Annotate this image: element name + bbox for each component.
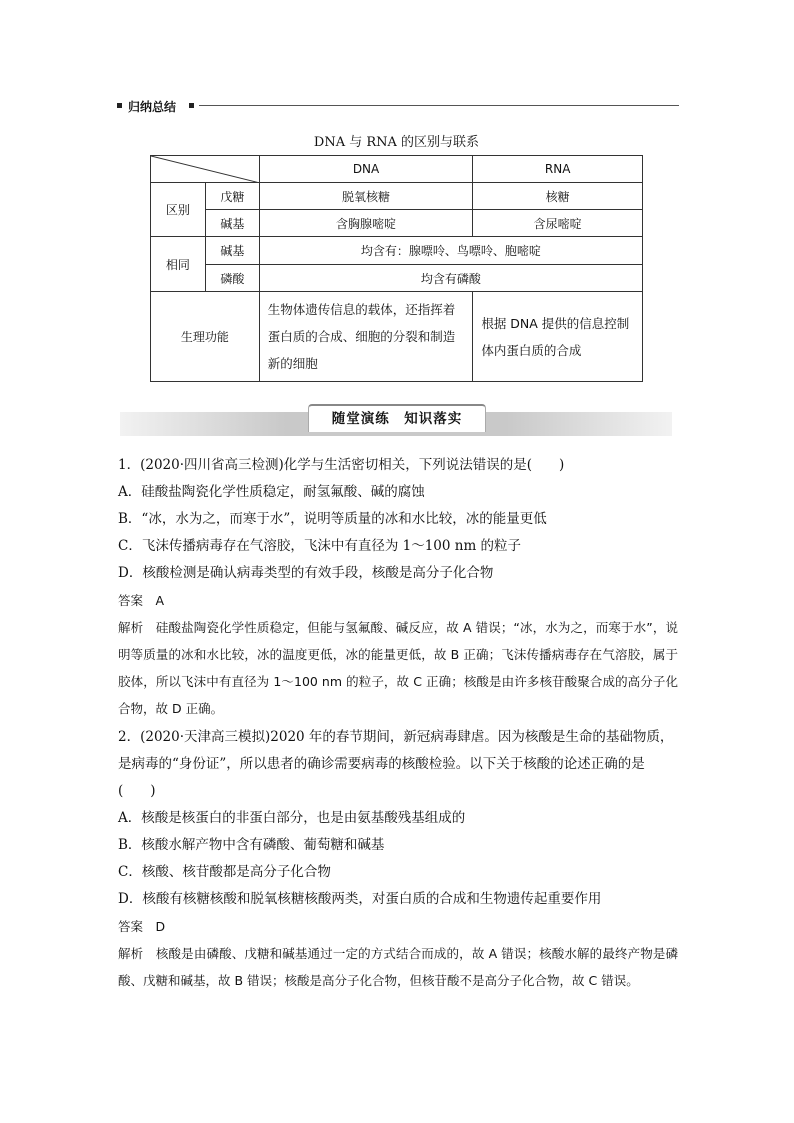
diagonal-header-cell: [151, 156, 260, 183]
question-2: [118, 724, 678, 994]
answer: 答案 D: [118, 919, 166, 934]
section-header: [117, 98, 679, 114]
row-label-base-same: 碱基: [205, 237, 259, 265]
square-bullet-icon: [189, 103, 194, 108]
diff-label: 区别: [151, 183, 206, 237]
diagonal-line-icon: [151, 156, 260, 183]
section-title: 归纳总结: [128, 100, 177, 114]
option-c: C．飞沫传播病毒存在气溶胶，飞沫中有直径为 1～100 nm 的粒子: [118, 538, 522, 554]
cell-base-same: 均含有：腺嘌呤、鸟嘌呤、胞嘧啶: [259, 237, 642, 265]
option-c: C．核酸、核苷酸都是高分子化合物: [118, 864, 331, 880]
option-b: B．核酸水解产物中含有磷酸、葡萄糖和碱基: [118, 837, 385, 853]
comparison-table: [150, 155, 643, 382]
option-b: B．“冰，水为之，而寒于水”，说明等质量的冰和水比较，冰的能量更低: [118, 511, 547, 527]
table-title: DNA 与 RNA 的区别与联系: [313, 135, 480, 150]
option-d: D．核酸有核糖核酸和脱氧核糖核酸两类，对蛋白质的合成和生物遗传起重要作用: [118, 891, 602, 907]
header-rna: RNA: [473, 156, 643, 183]
cell-rna-func: 根据 DNA 提供的信息控制体内蛋白质的合成: [473, 292, 643, 382]
cell-dna-func: 生物体遗传信息的载体，还指挥着蛋白质的合成、细胞的分裂和制造新的细胞: [259, 292, 473, 382]
banner-title: 随堂演练 知识落实: [331, 411, 463, 427]
section-banner: [120, 398, 672, 438]
cell-dna-sugar: 脱氧核糖: [259, 183, 473, 210]
row-label-phosphate: 磷酸: [205, 265, 259, 292]
analysis: 解析 核酸是由磷酸、戊糖和碱基通过一定的方式结合而成的，故 A 错误；核酸水解的最终产物是磷酸、戊糖和碱基，故 B 错误；核酸是高分子化合物，但核苷酸不是高分子化合物，故 C 错误。: [118, 946, 678, 988]
question-stem: 1．(2020·四川省高三检测)化学与生活密切相关，下列说法错误的是( ): [118, 457, 565, 473]
question-1: [118, 452, 678, 722]
analysis: 解析 硅酸盐陶瓷化学性质稳定，但能与氢氟酸、碱反应，故 A 错误；“冰，水为之，而寒于水”，说明等质量的冰和水比较，冰的温度更低，冰的能量更低，故 B 正确；飞沫传播病毒存在气溶胶，属于胶体，所以飞沫中有直径为 1～100 nm 的粒子，故 C 正确；核酸是由许多核苷酸聚合成的高分子化合物，故 D 正确。: [118, 620, 678, 716]
option-a: A．硅酸盐陶瓷化学性质稳定，耐氢氟酸、碱的腐蚀: [118, 484, 425, 500]
question-stem: 2．(2020·天津高三模拟)2020 年的春节期间，新冠病毒肆虐。因为核酸是生命的基础物质，是病毒的“身份证”，所以患者的确诊需要病毒的核酸检验。以下关于核酸的论述正确的是( ): [118, 729, 674, 799]
func-label: 生理功能: [151, 292, 260, 382]
cell-dna-base: 含胸腺嘧啶: [259, 210, 473, 237]
same-label: 相同: [151, 237, 206, 292]
banner-tab: [308, 404, 486, 432]
answer: 答案 A: [118, 593, 165, 608]
option-d: D．核酸检测是确认病毒类型的有效手段，核酸是高分子化合物: [118, 565, 494, 581]
divider: [199, 105, 679, 106]
square-bullet-icon: [117, 103, 122, 108]
option-a: A．核酸是核蛋白的非蛋白部分，也是由氨基酸残基组成的: [118, 810, 466, 826]
cell-rna-base: 含尿嘧啶: [473, 210, 643, 237]
cell-phosphate: 均含有磷酸: [259, 265, 642, 292]
row-label-base: 碱基: [205, 210, 259, 237]
header-dna: DNA: [259, 156, 473, 183]
row-label-sugar: 戊糖: [205, 183, 259, 210]
cell-rna-sugar: 核糖: [473, 183, 643, 210]
